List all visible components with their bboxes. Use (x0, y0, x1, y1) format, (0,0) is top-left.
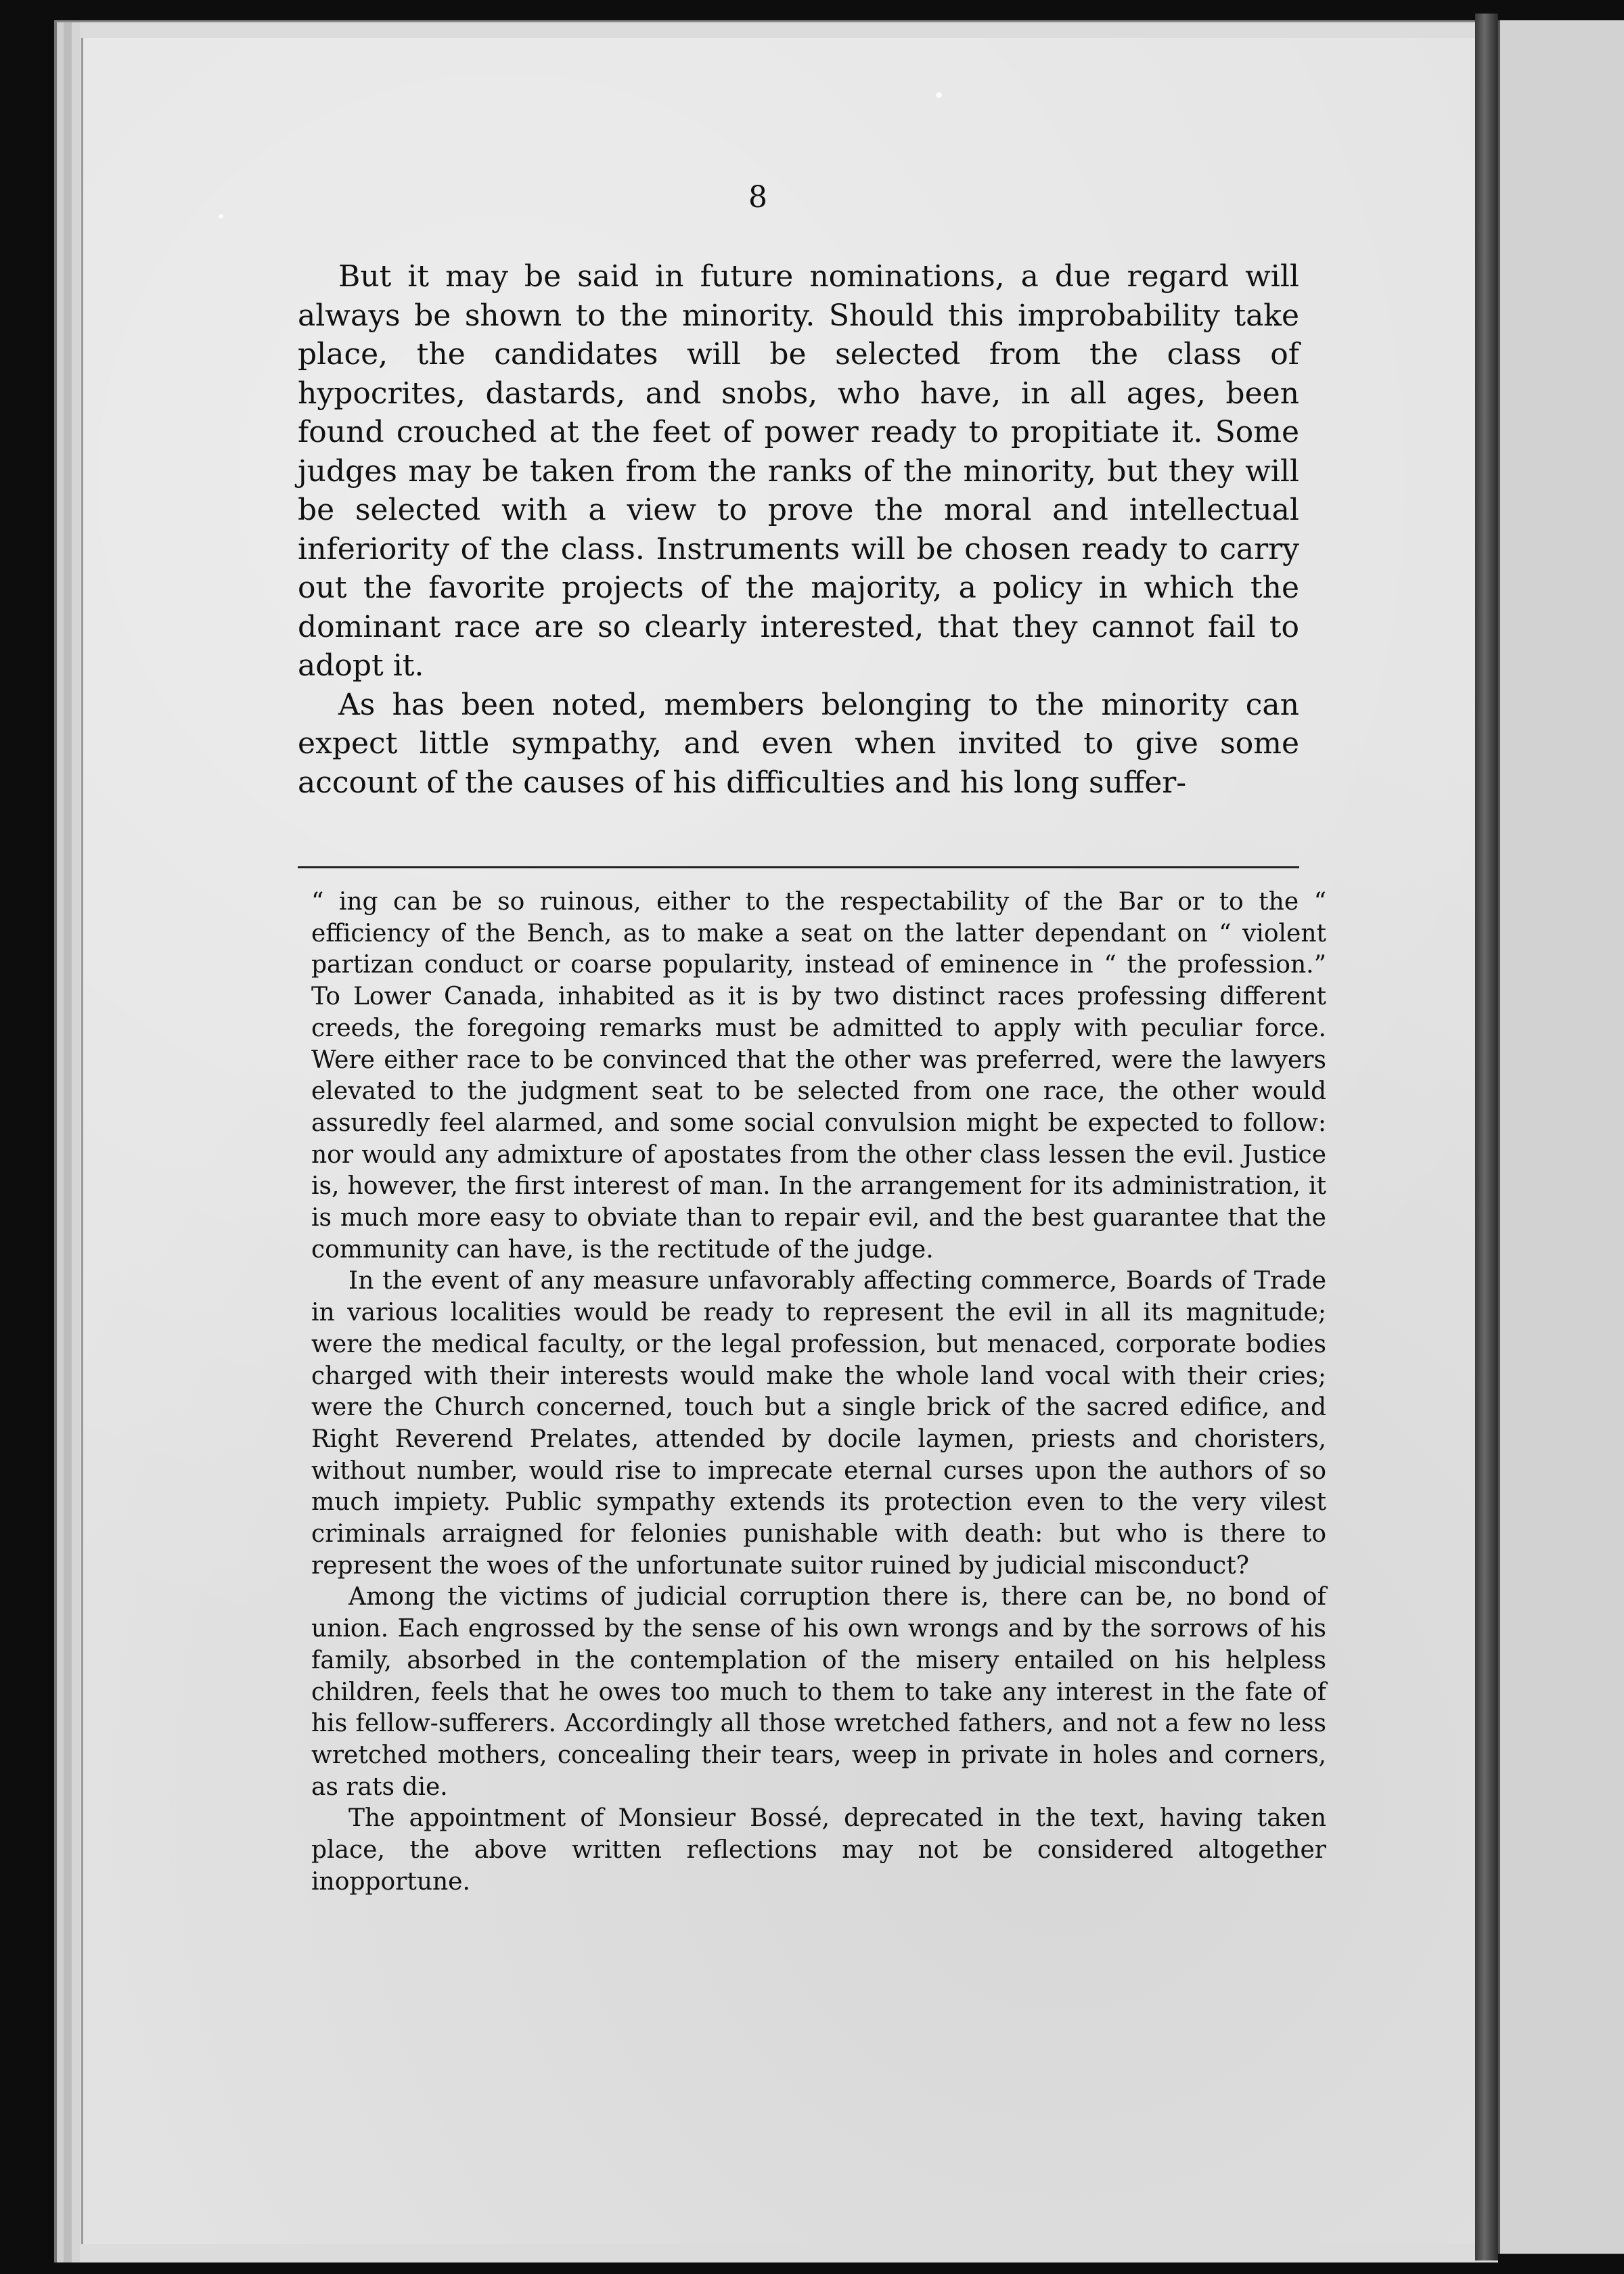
footnote-paragraph: The appointment of Monsieur Bossé, deprecated in the text, having taken place, the above written reflections may not be considered altogether inopportune. (311, 1804, 1326, 1896)
footnote-paragraph: Among the victims of judicial corruption there is, there can be, no bond of union. Each engrossed by the sense of his own wrongs and by the sorrows of his family, absorbed in the contemplation of the misery entailed on his helpless children, feels that he owes too much to them to take any interest in the fate of his fellow-sufferers. Accordingly all those wretched fathers, and not a few no less wretched mothers, concealing their tears, weep in private in holes and corners, as rats die. (311, 1583, 1326, 1801)
body-paragraph: As has been noted, members belonging to the minority can expect little sympathy, and even when invited to give some account of the causes of his difficulties and his long suffer- (298, 687, 1299, 800)
paper-speck (219, 214, 223, 219)
body-paragraph: But it may be said in future nominations, a due regard will always be shown to the minority. Should this improbability take place, the candidates will be selected from the class of hypocrites, dastards, and snobs, who have, in all ages, been found crouched at the feet of power ready to propitiate it. Some judges may be taken from the ranks of the minority, but they will be selected with a view to prove the moral and intellectual inferiority of the class. Instruments will be chosen ready to carry out the favorite projects of the majority, a policy in which the dominant race are so clearly interested, that they cannot fail to adopt it. (298, 259, 1299, 683)
binding-gutter (1475, 14, 1498, 2260)
adjacent-page-edge (1498, 20, 1624, 2254)
footnote-text (311, 887, 1326, 1898)
paper-speck (936, 92, 942, 98)
footnote-divider (298, 866, 1299, 868)
page-number: 8 (748, 180, 767, 215)
footnote-paragraph: “ ing can be so ruinous, either to the respectability of the Bar or to the “ efficiency of the Bench, as to make a seat on the latter dependant on “ violent partizan conduct or coarse popularity, instead of eminence in “ the profession.” To Lower Canada, inhabited as it is by two distinct races professing different creeds, the foregoing remarks must be admitted to apply with peculiar force. Were either race to be convinced that the other was preferred, were the lawyers elevated to the judgment seat to be selected from one race, the other would assuredly feel alarmed, and some social convulsion might be expected to follow: nor would any admixture of apostates from the other class lessen the evil. Justice is, however, the first interest of man. In the arrangement for its administration, it is much more easy to obviate than to repair evil, and the best guarantee that the community can have, is the rectitude of the judge. (311, 888, 1326, 1264)
body-text (298, 257, 1299, 802)
footnote-paragraph: In the event of any measure unfavorably affecting commerce, Boards of Trade in various localities would be ready to represent the evil in all its magnitude; were the medical faculty, or the legal profession, but menaced, corporate bodies charged with their interests would make the whole land vocal with their cries; were the Church concerned, touch but a single brick of the sacred edifice, and Right Reverend Prelates, attended by docile laymen, priests and choristers, without number, would rise to imprecate eternal curses upon the authors of so much impiety. Public sympathy extends its protection even to the very vilest criminals arraigned for felonies punishable with death: but who is there to represent the woes of the unfortunate suitor ruined by judicial misconduct? (311, 1267, 1326, 1580)
